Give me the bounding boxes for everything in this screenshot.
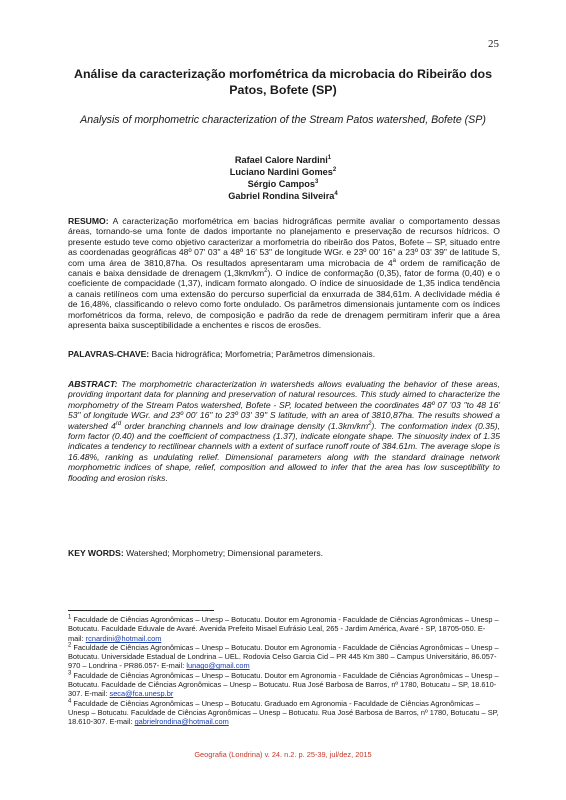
footnote-divider <box>68 610 214 611</box>
page-number: 25 <box>488 38 499 50</box>
abstract-label: ABSTRACT: <box>68 379 118 389</box>
email-link[interactable]: lunago@gmail.com <box>186 661 250 671</box>
resumo-label: RESUMO: <box>68 216 109 226</box>
article-subtitle: Analysis of morphometric characterization of the Stream Patos watershed, Bofete (SP) <box>80 114 486 126</box>
author: Rafael Calore Nardini$^1$ <box>234 154 332 165</box>
email-link[interactable]: rcnardini@hotmail.com <box>85 633 162 643</box>
footnote: $^2$ Faculdade de Ciências Agronômicas – Unesp – Botucatu. Doutor em Agronomia - Faculdade de Ciências Agronômicas – Unesp – Botucatu. Universidade Estadual de Londrina – UEL. Rodovia Celso Garcia Cid – PR 445 Km 380 – Campus Universitário, 86.057-970 – Londrina - PR86.057- E-mail: lunago@gmail.com <box>68 642 499 671</box>
footnotes <box>68 615 500 727</box>
journal-footer: Geografia (Londrina) v. 24. n.2. p. 25-39, jul/dez, 2015 <box>194 750 372 759</box>
footnote: $^4$ Faculdade de Ciências Agronômicas – Unesp – Botucatu. Graduado em Agronomia - Faculdade de Ciências Agronômicas – Unesp – Botucatu. Faculdade de Ciências Agronômicas – Unesp – Botucatu. Rua José Barbosa de Barros, nº 1780, Botucatu – SP, 18.610-307. E-mail: gabrielrondina@hotmail.com <box>68 698 499 727</box>
author-list <box>68 154 498 202</box>
author: Sérgio Campos$^3$ <box>247 178 319 189</box>
resumo-paragraph: RESUMO: A caracterização morfométrica em bacias hidrográficas permite avaliar o comportamento dessas áreas, tornando-se uma fonte de dados importante no planejamento e preservação de recursos hídricos. O presente estudo teve como objetivo caracterizar a morfometria do ribeirão dos Patos, Bofete – SP, situado entre as coordenadas geográficas 48º 07' 03" a 48º 16' 53" de longitude WGr. e 23º 00' 16" a 23º 03' 39" de latitude S, com uma área de 3810,87ha. Os resultados apresentaram uma microbacia de 4$^a$ ordem de ramificação de canais e baixa densidade de drenagem $(1,3km/km^2)$. O índice de conformação (0,35), fator de forma (0,40) e o coeficiente de compacidade (1,37), indicam formato alongado. O índice de sinuosidade de 1,35 indica tendência a canais retilíneos com uma extensão do percurso superficial da enxurrada de 384,61m. A declividade média é de 16,48%, classificando o relevo como forte ondulado. Os parâmetros dimensionais juntamente com os índices morfométricos da forma, relevo, de composição e padrão da rede de drenagem permitiram inferir que a área apresenta baixa susceptibilidade a enchentes e riscos de erosões. <box>68 216 500 331</box>
footnote: $^3$ Faculdade de Ciências Agronômicas – Unesp – Botucatu. Doutor em Agronomia - Faculdade de Ciências Agronômicas – Unesp – Botucatu. Faculdade de Ciências Agronômicas – Unesp – Botucatu. Rua José Barbosa de Barros, nº 1780, Botucatu – SP, 18.610-307. E-mail: seca@fca.unesp.br <box>68 670 499 699</box>
palavras-chave-label: PALAVRAS-CHAVE: <box>68 349 150 359</box>
key-words-label: KEY WORDS: <box>68 548 124 558</box>
author: Luciano Nardini Gomes$^2$ <box>229 166 337 177</box>
abstract-paragraph: ABSTRACT: The morphometric characterization in watersheds allows evaluating the behavior of these areas, providing important data for planning and preservation of natural resources. This study aimed to characterize the morphometry of the Stream Patos watershed, Bofete - SP, located between the coordinates 48º 07 '03 "to 48 16' 53" of longitude WGr. and 23º 00' 16" to 23º 03' 39" S latitude, with an area of 3810,87ha. The results showed a watershed 4rd order branching channels and low drainage density $(1.3km/km^2)$. The conformation index (0.35), form factor (0.40) and the coefficient of compactness (1.37), indicate elongate shape. The sinuosity index of 1.35 indicates a tendency to rectilinear channels with a extent of surface runoff route of 384.61m. The average slope is 16.48%, ranking as undulating relief. Dimensional parameters along with the standard drainage network morphometric indices of shape, relief, composition and allowed to infer that the area has low susceptibility to flooding and erosion risks. <box>68 379 500 483</box>
key-words: KEY WORDS: Watershed; Morphometry; Dimensional parameters. <box>68 548 324 558</box>
author: Gabriel Rondina Silveira$^4$ <box>228 190 338 201</box>
footnote: $^1$ Faculdade de Ciências Agronômicas – Unesp – Botucatu. Doutor em Agronomia - Faculdade de Ciências Agronômicas – Unesp – Botucatu. Faculdade Eduvale de Avaré. Avenida Prefeito Misael Eufrásio Leal, 265 - Jardim América, Avaré - SP, 18705-050. E-mail: rcnardini@hotmail.com <box>68 614 499 643</box>
palavras-chave: PALAVRAS-CHAVE: Bacia hidrográfica; Morfometria; Parâmetros dimensionais. <box>68 349 376 359</box>
email-link[interactable]: seca@fca.unesp.br <box>109 689 174 699</box>
article-title: Análise da caracterização morfométrica da microbacia do Ribeirão dos Patos, Bofete (SP) <box>74 67 492 97</box>
email-link[interactable]: gabrielrondina@hotmail.com <box>134 717 229 727</box>
